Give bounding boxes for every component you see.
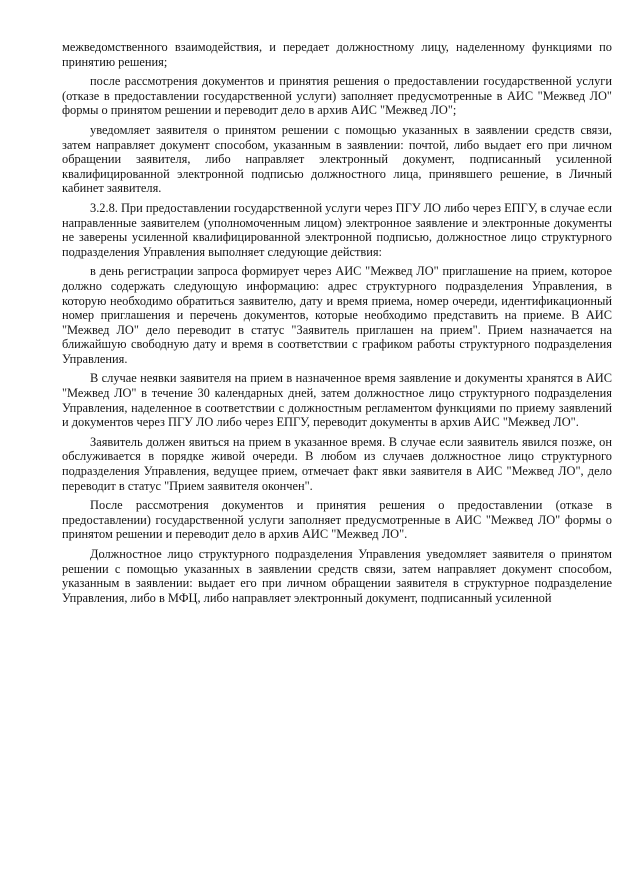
paragraph: после рассмотрения документов и принятия решения о предоставлении государственной услуги (отказе в предоставлении государственной услуги) заполняет предусмотренные в АИС "Межвед ЛО" формы о принятом решении и переводит дело в архив АИС "Межвед ЛО";	[62, 74, 612, 118]
paragraph: межведомственного взаимодействия, и передает должностному лицу, наделенному функциями по принятию решения;	[62, 40, 612, 69]
paragraph: Должностное лицо структурного подразделения Управления уведомляет заявителя о принятом решении с помощью указанных в заявлении средств связи, затем направляет документ способом, указанным в заявлении: выдает его при личном обращении заявителя в структурное подразделение Управления, либо в МФЦ, либо направляет электронный документ, подписанный усиленной	[62, 547, 612, 605]
paragraph: После рассмотрения документов и принятия решения о предоставлении (отказе в предоставлении) государственной услуги заполняет предусмотренные в АИС "Межвед ЛО" формы о принятом решении и переводит дело в архив АИС "Межвед ЛО".	[62, 498, 612, 542]
paragraph: в день регистрации запроса формирует через АИС "Межвед ЛО" приглашение на прием, которое должно содержать следующую информацию: адрес структурного подразделения Управления, в которую необходимо обратиться заявителю, дату и время приема, номер очереди, идентификационный номер приглашения и перечень документов, которые необходимо представить на приеме. В АИС "Межвед ЛО" дело переводит в статус "Заявитель приглашен на прием". Прием назначается на ближайшую свободную дату и время в соответствии с графиком работы структурного подразделения Управления.	[62, 264, 612, 366]
document-page	[62, 40, 612, 610]
paragraph: уведомляет заявителя о принятом решении с помощью указанных в заявлении средств связи, затем направляет документ способом, указанным в заявлении: почтой, либо выдает его при личном обращении заявителя, либо направляет электронный документ, подписанный усиленной квалифицированной электронной подписью должностного лица, принявшего решение, в Личный кабинет заявителя.	[62, 122, 612, 196]
paragraph: В случае неявки заявителя на прием в назначенное время заявление и документы хранятся в АИС "Межвед ЛО" в течение 30 календарных дней, затем должностное лицо структурного подразделения Управления, наделенное в соответствии с должностным регламентом функциями по приему заявлений и документов через ПГУ ЛО либо через ЕПГУ, переводит документы в архив АИС "Межвед ЛО".	[62, 371, 612, 430]
paragraph: 3.2.8. При предоставлении государственной услуги через ПГУ ЛО либо через ЕПГУ, в случае если направленные заявителем (уполномоченным лицом) электронное заявление и электронные документы не заверены усиленной квалифицированной электронной подписью, должностное лицо структурного подразделения Управления выполняет следующие действия:	[62, 200, 612, 259]
paragraph: Заявитель должен явиться на прием в указанное время. В случае если заявитель явился позже, он обслуживается в порядке живой очереди. В любом из случаев должностное лицо структурного подразделения Управления, ведущее прием, отмечает факт явки заявителя в АИС "Межвед ЛО", дело переводит в статус "Прием заявителя окончен".	[62, 434, 612, 493]
